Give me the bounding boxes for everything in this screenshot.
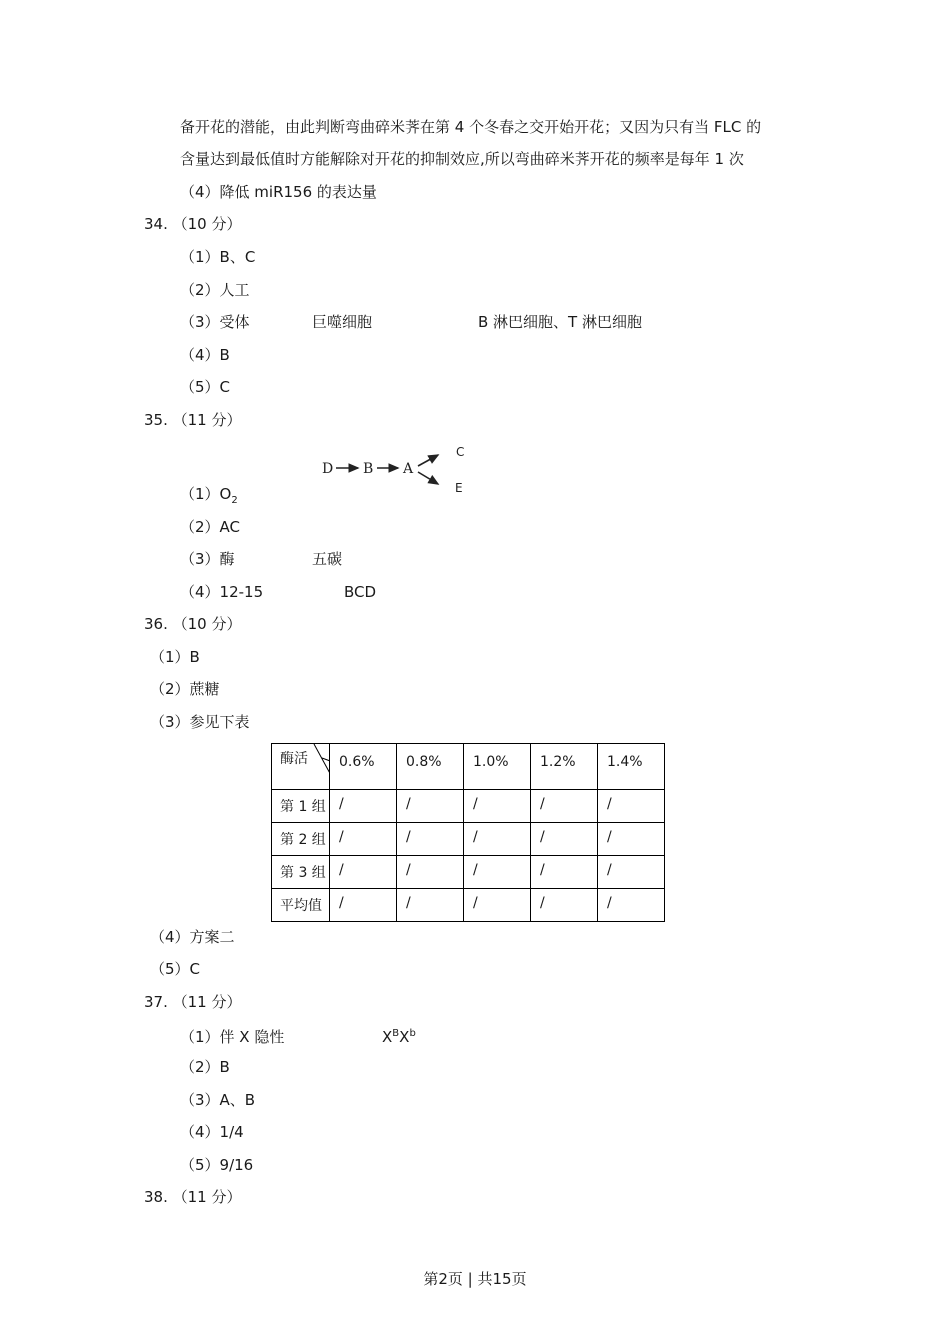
table-header-cell: 1.2% <box>531 744 598 790</box>
genotype-sup1: B <box>392 1028 400 1039</box>
table-cell: / <box>531 790 598 823</box>
q35-header: 35. （11 分） <box>144 411 242 429</box>
table-cell: / <box>531 889 598 922</box>
q35-answer-1-subscript: 2 <box>231 495 238 506</box>
enzyme-activity-table <box>271 743 665 922</box>
table-row <box>272 889 665 922</box>
q34-header: 34. （10 分） <box>144 215 242 233</box>
intro-line-2: 含量达到最低值时方能解除对开花的抑制效应,所以弯曲碎米荠开花的频率是每年 1 次 <box>180 150 744 168</box>
diagram-node-d: D <box>322 461 334 477</box>
table-row <box>272 823 665 856</box>
q36-answer-3: （3）参见下表 <box>150 713 250 731</box>
q34-answer-3 <box>180 312 642 332</box>
q37-header: 37. （11 分） <box>144 993 242 1011</box>
table-row-label: 第 1 组 <box>272 790 330 823</box>
q35-answer-3-label: （3）酶 <box>180 550 235 568</box>
table-cell: / <box>464 823 531 856</box>
q35-answer-4-label: （4）12-15 <box>180 583 264 601</box>
q37-answer-3: （3）A、B <box>180 1091 256 1109</box>
table-cell: / <box>598 889 665 922</box>
table-cell: / <box>464 856 531 889</box>
genotype-x1: X <box>382 1028 393 1046</box>
table-header-cell: 1.0% <box>464 744 531 790</box>
q37-genotype <box>382 1028 416 1046</box>
q38-header: 38. （11 分） <box>144 1188 242 1206</box>
table-header-row <box>272 744 665 790</box>
q37-answer-1 <box>180 1024 416 1047</box>
q37-answer-2: （2）B <box>180 1058 230 1076</box>
table-cell: / <box>531 856 598 889</box>
q36-answer-2: （2）蔗糖 <box>150 680 220 698</box>
table-header-cell: 0.6% <box>330 744 397 790</box>
table-corner-cell <box>272 744 330 790</box>
table-cell: / <box>598 790 665 823</box>
table-cell: / <box>464 889 531 922</box>
q35-answer-1-label: （1）O <box>180 485 232 503</box>
table-cell: / <box>397 856 464 889</box>
q36-answer-4: （4）方案二 <box>150 928 235 946</box>
q37-answer-4: （4）1/4 <box>180 1123 244 1141</box>
intro-line-3: （4）降低 miR156 的表达量 <box>180 183 377 201</box>
q35-answer-3 <box>180 549 342 569</box>
q36-answer-5: （5）C <box>150 960 201 978</box>
table-corner-label: 酶活 <box>280 751 308 767</box>
intro-line-1: 备开花的潜能，由此判断弯曲碎米荠在第 4 个冬春之交开始开花；又因为只有当 FLC 的 <box>180 118 762 136</box>
diagram-node-e: E <box>455 481 463 495</box>
table-cell: / <box>397 823 464 856</box>
q36-answer-1: （1）B <box>150 648 200 666</box>
genotype-sup2: b <box>409 1028 416 1039</box>
q34-answer-5: （5）C <box>180 378 231 396</box>
q35-answer-3-b: 五碳 <box>312 550 343 568</box>
diagram-node-a: A <box>403 461 414 477</box>
q36-header: 36. （10 分） <box>144 615 242 633</box>
q35-answer-4-b: BCD <box>344 583 377 601</box>
table-cell: / <box>464 790 531 823</box>
q34-answer-3-b: 巨噬细胞 <box>312 313 373 331</box>
q37-answer-5: （5）9/16 <box>180 1156 254 1174</box>
table-cell: / <box>598 823 665 856</box>
table-cell: / <box>397 790 464 823</box>
table-cell: / <box>598 856 665 889</box>
table-cell: / <box>330 790 397 823</box>
q35-answer-4 <box>180 582 376 602</box>
q34-answer-1: （1）B、C <box>180 248 256 266</box>
table-row-label: 第 3 组 <box>272 856 330 889</box>
table-cell: / <box>330 856 397 889</box>
q34-answer-4: （4）B <box>180 346 230 364</box>
diagram-node-c: C <box>456 445 465 459</box>
q34-answer-3-c: B 淋巴细胞、T 淋巴细胞 <box>478 313 642 331</box>
genotype-x2: X <box>399 1028 410 1046</box>
q35-answer-1 <box>180 484 238 511</box>
table-cell: / <box>330 889 397 922</box>
table-header-cell: 1.4% <box>598 744 665 790</box>
diagram-node-b: B <box>363 461 374 477</box>
q34-answer-3-label: （3）受体 <box>180 313 250 331</box>
table-row-label: 平均值 <box>272 889 330 922</box>
page-footer: 第2页 | 共15页 <box>423 1270 527 1288</box>
q35-answer-2: （2）AC <box>180 518 241 536</box>
diagram-arrow-a-e <box>418 472 438 484</box>
table-header-cell: 0.8% <box>397 744 464 790</box>
table-cell: / <box>531 823 598 856</box>
pathway-diagram <box>318 440 478 500</box>
table-row <box>272 790 665 823</box>
table-row-label: 第 2 组 <box>272 823 330 856</box>
diagram-arrow-a-c <box>418 455 438 466</box>
table-row <box>272 856 665 889</box>
q37-answer-1-label: （1）伴 X 隐性 <box>180 1028 285 1046</box>
q34-answer-2: （2）人工 <box>180 281 250 299</box>
table-cell: / <box>330 823 397 856</box>
table-cell: / <box>397 889 464 922</box>
